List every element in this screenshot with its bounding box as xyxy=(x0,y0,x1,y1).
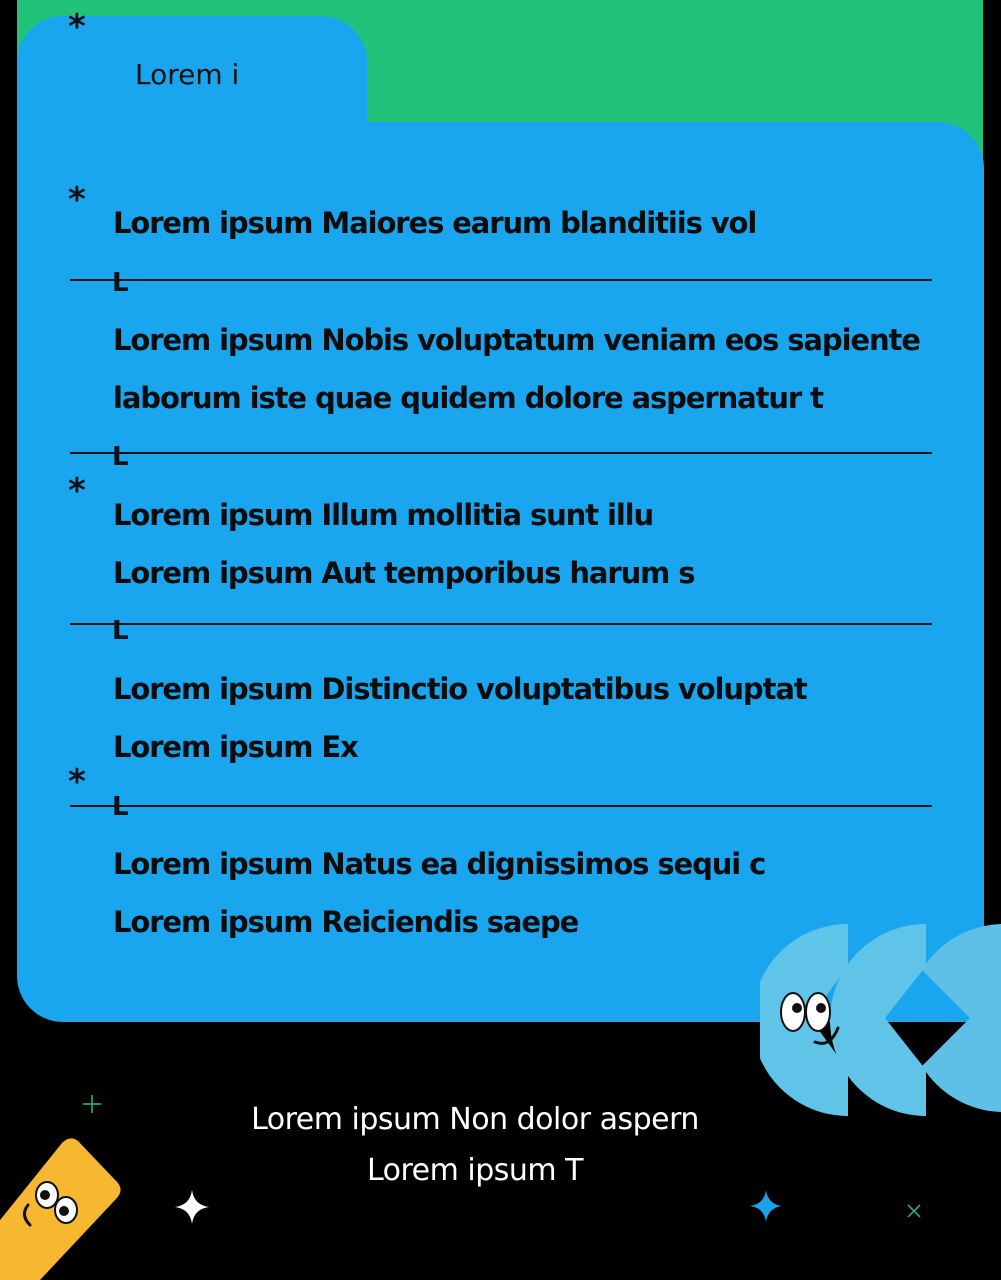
list-item: Lorem ipsum Nobis voluptatum veniam eos sapiente xyxy=(113,323,920,357)
footer-line-2: Lorem ipsum T xyxy=(366,1153,584,1188)
divider-line xyxy=(70,452,932,454)
star-marker: * xyxy=(68,762,86,802)
teal-x-sparkle-icon xyxy=(906,1203,922,1219)
divider-line xyxy=(70,805,932,807)
list-item: laborum iste quae quidem dolore aspernatur t xyxy=(113,381,823,415)
list-item: Lorem ipsum Natus ea dignissimos sequi c xyxy=(113,847,766,881)
ell-marker: L xyxy=(112,268,129,298)
list-item: Lorem ipsum Reiciendis saepe xyxy=(113,905,579,939)
footer-line-1: Lorem ipsum Non dolor aspern xyxy=(251,1102,699,1137)
tab-title: Lorem i xyxy=(135,58,240,91)
ell-marker: L xyxy=(112,442,129,472)
list-item: Lorem ipsum Maiores earum blanditiis vol xyxy=(113,206,757,240)
blue-pacman-mascot-icon xyxy=(760,920,1001,1120)
blue-star-sparkle-icon xyxy=(750,1190,782,1222)
star-marker: * xyxy=(68,180,86,220)
list-item: Lorem ipsum Illum mollitia sunt illu xyxy=(113,498,654,532)
divider-line xyxy=(70,279,932,281)
white-star-sparkle-icon xyxy=(175,1190,209,1224)
star-marker: * xyxy=(68,7,86,47)
list-item: Lorem ipsum Ex xyxy=(113,730,358,764)
ell-marker: L xyxy=(112,792,129,822)
ell-marker: L xyxy=(112,616,129,646)
list-item: Lorem ipsum Distinctio voluptatibus voluptat xyxy=(113,672,807,706)
star-marker: * xyxy=(68,471,86,511)
list-item: Lorem ipsum Aut temporibus harum s xyxy=(113,556,695,590)
divider-line xyxy=(70,623,932,625)
